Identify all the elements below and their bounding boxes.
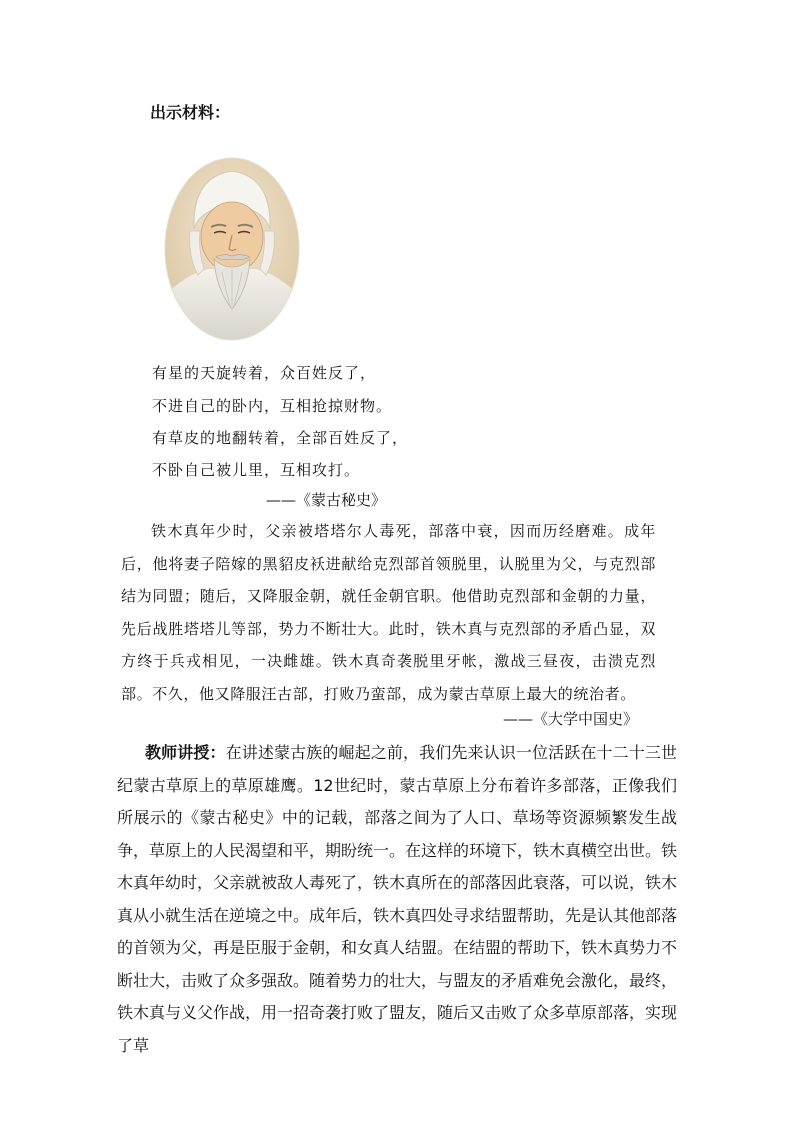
- lecture-text: 在讲述蒙古族的崛起之前，我们先来认识一位活跃在十二十三世纪蒙古草原上的草原雄鹰。12世纪时，蒙古草原上分布着许多部落，正像我们所展示的《蒙古秘史》中的记载，部落之间为了人口、草场等资源频繁发生战争，草原上的人民渴望和平，期盼统一。在这样的环境下，铁木真横空出世。铁木真年幼时，父亲就被敌人毒死了，铁木真所在的部落因此衰落，可以说，铁木真从小就生活在逆境之中。成年后，铁木真四处寻求结盟帮助，先是认其他部落的首领为父，再是臣服于金朝，和女真人结盟。在结盟的帮助下，铁木真势力不断壮大，击败了众多强敌。随着势力的壮大，与盟友的矛盾难免会激化，最终，铁木真与义父作战，用一招奇袭打败了盟友，随后又击败了众多草原部落，实现了草: [117, 743, 678, 1055]
- lecture-lead-label: 教师讲授：: [145, 743, 226, 762]
- poem-line: 有草皮的地翻转着，全部百姓反了，: [152, 429, 409, 447]
- teacher-lecture-paragraph: [117, 737, 677, 1062]
- source-citation: ——《大学中国史》: [503, 710, 639, 728]
- historical-excerpt-paragraph: 铁木真年少时，父亲被塔塔尔人毒死，部落中衰，因而历经磨难。成年后，他将妻子陪嫁的黑貂皮袄进献给克烈部首领脱里，认脱里为父，与克烈部结为同盟；随后，又降服金朝，就任金朝官职。他借助克烈部和金朝的力量，先后战胜塔塔儿等部，势力不断壮大。此时，铁木真与克烈部的矛盾凸显，双方终于兵戎相见，一决雌雄。铁木真奇袭脱里牙帐，激战三昼夜，击溃克烈部。不久，他又降服汪古部，打败乃蛮部，成为蒙古草原上最大的统治者。: [121, 522, 656, 703]
- genghis-khan-portrait: [164, 157, 300, 341]
- source-citation: ——《蒙古秘史》: [266, 491, 387, 509]
- poem-line: 不进自己的卧内，互相抢掠财物。: [152, 397, 393, 415]
- section-heading: 出示材料：: [150, 103, 231, 122]
- poem-line: 不卧自己被儿里，互相攻打。: [152, 461, 361, 479]
- poem-line: 有星的天旋转着，众百姓反了，: [152, 364, 377, 382]
